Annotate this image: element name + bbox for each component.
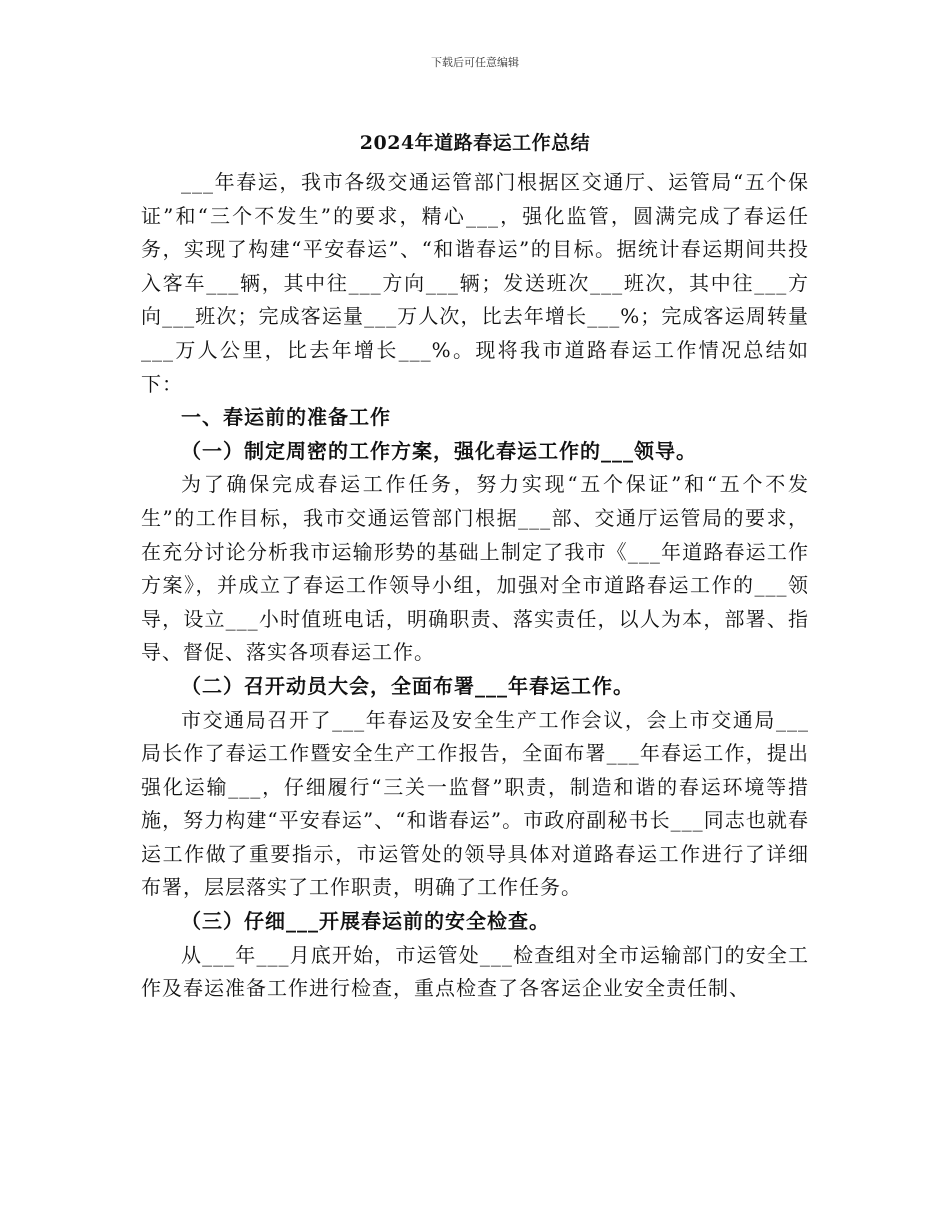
intro-paragraph: ___年春运，我市各级交通运管部门根据区交通厅、运管局“五个保证”和“三个不发生”的要求，精心___，强化监管，圆满完成了春运任务，实现了构建“平安春运”、“和谐春运”的目标。据统计春运期间共投入客车___辆，其中往___方向___辆；发送班次___班次，其中往___方向___班次；完成客运量___万人次，比去年增长___%；完成客运周转量___万人公里，比去年增长___%。现将我市道路春运工作情况总结如下：	[141, 170, 809, 396]
subsection-heading-1: （一）制定周密的工作方案，强化春运工作的___领导。	[181, 438, 697, 463]
paragraph-inspection: 从___年___月底开始，市运管处___检查组对全市运输部门的安全工作及春运准备工作进行检查，重点检查了各客运企业安全责任制、	[141, 942, 809, 1001]
header-note: 下载后可任意编辑	[431, 56, 519, 69]
subsection-heading-3: （三）仔细___开展春运前的安全检查。	[181, 909, 550, 934]
subsection-heading-2: （二）召开动员大会，全面布署___年春运工作。	[181, 673, 634, 698]
paragraph-plan: 为了确保完成春运工作任务，努力实现“五个保证”和“五个不发生”的工作目标，我市交通运管部门根据___部、交通厅运管局的要求，在充分讨论分析我市运输形势的基础上制定了我市《___年道路春运工作方案》，并成立了春运工作领导小组，加强对全市道路春运工作的___领导，设立___小时值班电话，明确职责、落实责任，以人为本，部署、指导、督促、落实各项春运工作。	[141, 472, 809, 665]
paragraph-meeting: 市交通局召开了___年春运及安全生产工作会议，会上市交通局___局长作了春运工作暨安全生产工作报告，全面布署___年春运工作，提出强化运输___，仔细履行“三关一监督”职责，制造和谐的春运环境等措施，努力构建“平安春运”、“和谐春运”。市政府副秘书长___同志也就春运工作做了重要指示，市运管处的领导具体对道路春运工作进行了详细布署，层层落实了工作职责，明确了工作任务。	[141, 707, 809, 900]
section-heading-1: 一、春运前的准备工作	[181, 405, 391, 430]
document-title: 2024年道路春运工作总结	[359, 132, 591, 154]
document-body	[141, 166, 809, 1006]
